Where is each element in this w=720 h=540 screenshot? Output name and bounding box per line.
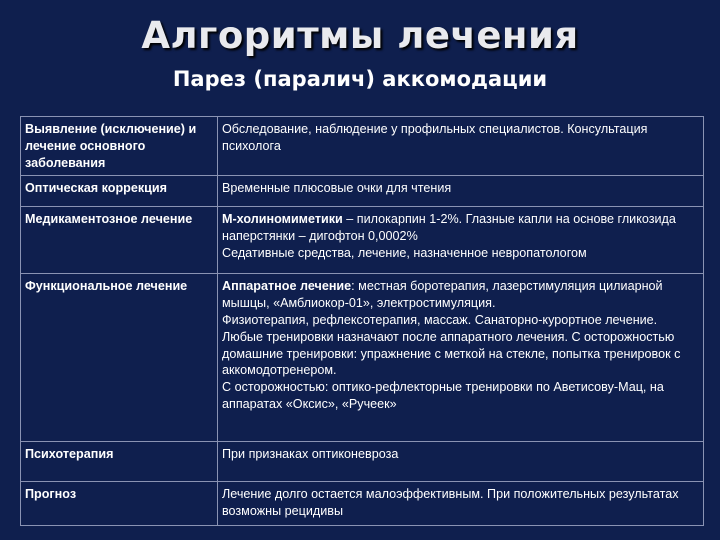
row-text-line: С осторожностью: оптико-рефлекторные тренировки по Аветисову-Мац, на аппаратах «Оксис», «Ручеек» (222, 380, 664, 411)
row-label: Функциональное лечение (21, 274, 218, 442)
row-emphasis: Аппаратное лечение (222, 279, 352, 294)
row-text-line: Любые тренировки назначают после аппаратного лечения. С осторожностью домашние тренировки: упражнение с меткой на стекле, попытка тренировок с аккомодотренером. (222, 329, 681, 378)
row-label: Психотерапия (21, 442, 218, 482)
row-label: Оптическая коррекция (21, 176, 218, 207)
row-content (218, 207, 704, 274)
row-text: Лечение долго остается малоэффективным. При положительных результатах возможны рецидивы (222, 487, 679, 519)
row-text-line: Физиотерапия, рефлексотерапия, массаж. Санаторно-курортное лечение. (222, 312, 658, 327)
row-label: Медикаментозное лечение (21, 207, 218, 274)
page-title: Алгоритмы лечения (141, 14, 579, 57)
row-label: Прогноз (21, 482, 218, 526)
row-content (218, 482, 704, 526)
row-text: : местная боротерапия, лазерстимуляция цилиарной мышцы, «Амблиокор-01», электростимуляция. (222, 279, 663, 311)
row-content (218, 442, 704, 482)
row-text: – пилокарпин 1-2%. Глазные капли на основе гликозида наперстянки – дигофтон 0,0002% (222, 212, 676, 244)
treatment-table (20, 116, 704, 526)
row-label: Выявление (исключение) и лечение основного заболевания (21, 117, 218, 176)
row-text-line: Седативные средства, лечение, назначенное невропатологом (222, 245, 587, 260)
row-content (218, 176, 704, 207)
table-row (21, 482, 704, 526)
row-content (218, 117, 704, 176)
table-row (21, 176, 704, 207)
table-row (21, 207, 704, 274)
row-emphasis: М-холиномиметики (222, 212, 343, 227)
table-row (21, 442, 704, 482)
table-row (21, 117, 704, 176)
table-row (21, 274, 704, 442)
row-content (218, 274, 704, 442)
row-text: При признаках оптиконевроза (222, 447, 399, 462)
row-text: Обследование, наблюдение у профильных специалистов. Консультация психолога (222, 122, 648, 153)
page-subtitle: Парез (паралич) аккомодации (172, 67, 548, 91)
row-text: Временные плюсовые очки для чтения (222, 181, 452, 196)
